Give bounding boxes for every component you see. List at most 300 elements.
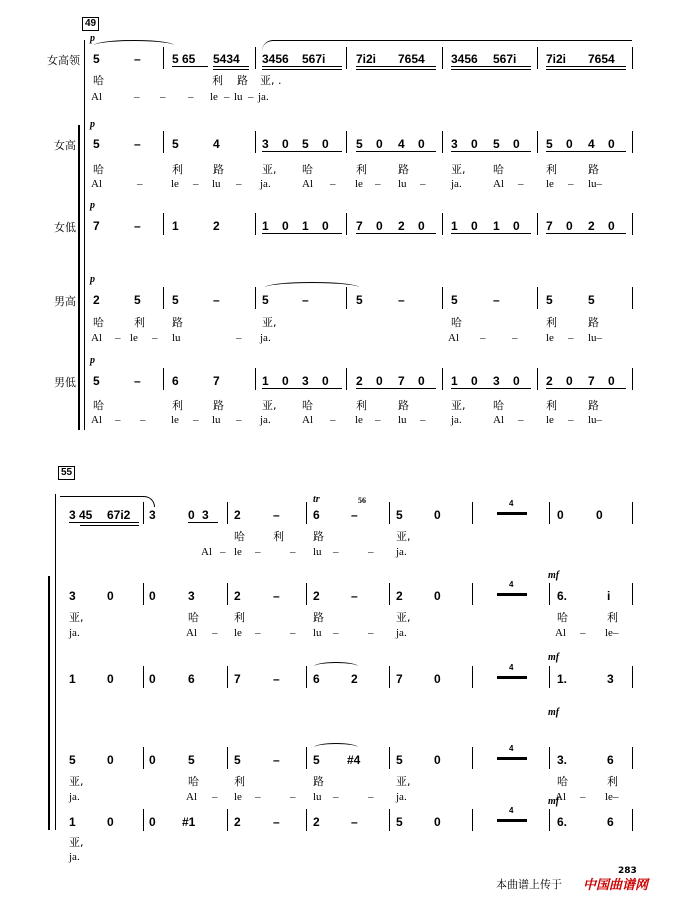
lyric-en: – bbox=[330, 414, 336, 426]
note: 5 bbox=[93, 137, 100, 151]
note: – bbox=[273, 589, 280, 603]
note: 5 bbox=[93, 52, 100, 66]
lyric-en: – bbox=[236, 332, 242, 344]
barline bbox=[632, 666, 633, 688]
beam bbox=[213, 66, 249, 67]
part-label-solo: 女高领 bbox=[47, 54, 80, 67]
lyric-en: le bbox=[546, 332, 554, 344]
lyric-cn: 利 bbox=[546, 316, 557, 329]
barline bbox=[143, 809, 144, 831]
note: 1 bbox=[69, 672, 76, 686]
lyric-en: – bbox=[568, 332, 574, 344]
beam bbox=[213, 69, 249, 70]
note: – bbox=[273, 753, 280, 767]
lyric-cn: 哈 bbox=[493, 399, 504, 412]
barline bbox=[632, 213, 633, 235]
beam bbox=[262, 233, 342, 234]
lyric-en: Al bbox=[186, 627, 197, 639]
note: 5 bbox=[93, 374, 100, 388]
lyric-cn: 利 bbox=[546, 163, 557, 176]
lyric-en: ja. bbox=[69, 851, 80, 863]
measure-number: 55 bbox=[58, 466, 75, 480]
beam bbox=[69, 522, 139, 523]
lyric-cn: 利 bbox=[234, 775, 245, 788]
note: #1 bbox=[182, 815, 196, 829]
note: – bbox=[351, 508, 358, 522]
lyric-en: – bbox=[290, 627, 296, 639]
lyric-en: le bbox=[355, 414, 363, 426]
lyric-en: – bbox=[518, 178, 524, 190]
note: 5 bbox=[396, 815, 403, 829]
note: 3456 bbox=[451, 52, 478, 66]
slur bbox=[262, 40, 632, 51]
rest-count: 4 bbox=[509, 580, 514, 589]
note: – bbox=[398, 293, 405, 307]
lyric-en: – bbox=[236, 414, 242, 426]
barline bbox=[632, 287, 633, 309]
barline bbox=[346, 131, 347, 153]
lyric-en: – bbox=[140, 414, 146, 426]
lyric-en: Al bbox=[555, 627, 566, 639]
note: – bbox=[273, 508, 280, 522]
lyric-en: le bbox=[171, 414, 179, 426]
barline bbox=[549, 583, 550, 605]
barline bbox=[442, 213, 443, 235]
beam bbox=[356, 69, 436, 70]
lyric-en: – bbox=[224, 91, 230, 103]
lyric-cn: 利 bbox=[356, 399, 367, 412]
note: 567i bbox=[493, 52, 517, 66]
barline bbox=[255, 47, 256, 69]
lyric-en: – bbox=[115, 332, 121, 344]
lyric-en: le bbox=[234, 791, 242, 803]
barline bbox=[472, 666, 473, 688]
note: 1 0 bbox=[302, 219, 329, 233]
barline bbox=[632, 502, 633, 524]
note: 5 65 bbox=[172, 52, 196, 66]
note: 0 bbox=[434, 672, 441, 686]
barline bbox=[143, 583, 144, 605]
note: 3 bbox=[188, 589, 195, 603]
lyric-cn: 哈 bbox=[493, 163, 504, 176]
barline bbox=[537, 131, 538, 153]
note: 7 0 bbox=[398, 374, 425, 388]
beam bbox=[172, 66, 208, 67]
barline bbox=[472, 583, 473, 605]
lyric-cn: 路 bbox=[313, 775, 324, 788]
barline bbox=[472, 502, 473, 524]
lyric-en: – bbox=[212, 627, 218, 639]
barline bbox=[472, 747, 473, 769]
note: 0 bbox=[434, 508, 441, 522]
note: 0 bbox=[434, 753, 441, 767]
barline bbox=[632, 747, 633, 769]
note: 5434 bbox=[213, 52, 240, 66]
lyric-en: ja. bbox=[69, 627, 80, 639]
lyric-cn: 亚, bbox=[69, 775, 84, 788]
multi-rest bbox=[497, 593, 527, 596]
note: 67i2 bbox=[107, 508, 131, 522]
note: 6 bbox=[188, 672, 195, 686]
beam bbox=[356, 151, 436, 152]
lyric-cn: 利 bbox=[212, 74, 223, 87]
note: 0 bbox=[149, 815, 156, 829]
lyric-en: – bbox=[512, 332, 518, 344]
beam bbox=[262, 69, 342, 70]
lyric-en: – bbox=[568, 414, 574, 426]
lyric-en: – bbox=[420, 414, 426, 426]
lyric-cn: 亚, bbox=[396, 530, 411, 543]
note: 5 bbox=[172, 293, 179, 307]
lyric-en: – bbox=[248, 91, 254, 103]
barline bbox=[389, 809, 390, 831]
lyric-en: le bbox=[130, 332, 138, 344]
barline bbox=[255, 368, 256, 390]
lyric-en: ja. bbox=[69, 791, 80, 803]
note: 7 0 bbox=[546, 219, 573, 233]
lyric-cn: 利 bbox=[172, 163, 183, 176]
barline bbox=[549, 666, 550, 688]
part-label-soprano: 女高 bbox=[54, 139, 76, 152]
lyric-cn: 哈 bbox=[93, 163, 104, 176]
beam bbox=[451, 388, 531, 389]
note: 3 0 bbox=[451, 137, 478, 151]
lyric-en: le bbox=[210, 91, 218, 103]
barline bbox=[632, 809, 633, 831]
part-label-tenor: 男高 bbox=[54, 295, 76, 308]
barline bbox=[549, 809, 550, 831]
note: 0 bbox=[107, 815, 114, 829]
lyric-en: Al bbox=[448, 332, 459, 344]
rest-count: 4 bbox=[509, 806, 514, 815]
lyric-en: lu– bbox=[588, 414, 603, 426]
note: 4 0 bbox=[398, 137, 425, 151]
lyric-cn: 利 bbox=[356, 163, 367, 176]
lyric-en: le bbox=[355, 178, 363, 190]
note: 7i2i bbox=[546, 52, 567, 66]
note: 5 bbox=[188, 753, 195, 767]
lyric-cn: 哈 bbox=[234, 530, 245, 543]
note: 3 bbox=[149, 508, 156, 522]
beam bbox=[546, 151, 626, 152]
note: 5 0 bbox=[546, 137, 573, 151]
note: 6 bbox=[313, 672, 320, 686]
note: 3 bbox=[69, 589, 76, 603]
barline bbox=[346, 213, 347, 235]
rest-count: 4 bbox=[509, 499, 514, 508]
note: 0 bbox=[149, 589, 156, 603]
lyric-en: ja. bbox=[396, 627, 407, 639]
lyric-cn: 亚, bbox=[262, 316, 277, 329]
lyric-en: – bbox=[580, 791, 586, 803]
system-bracket bbox=[48, 576, 54, 830]
note: 5 bbox=[134, 293, 141, 307]
lyric-en: – bbox=[236, 178, 242, 190]
note: 5 0 bbox=[356, 137, 383, 151]
note: 567i bbox=[302, 52, 326, 66]
beam bbox=[451, 233, 531, 234]
lyric-en: Al bbox=[302, 414, 313, 426]
barline bbox=[255, 287, 256, 309]
beam bbox=[262, 151, 342, 152]
lyric-en: lu bbox=[398, 178, 407, 190]
note: 2 bbox=[234, 815, 241, 829]
note: 3 0 bbox=[262, 137, 289, 151]
lyric-en: – bbox=[330, 178, 336, 190]
barline bbox=[537, 368, 538, 390]
note: 6 bbox=[172, 374, 179, 388]
note: 1 0 bbox=[451, 219, 478, 233]
note: 0 bbox=[149, 753, 156, 767]
measure-number: 49 bbox=[82, 17, 99, 31]
system-line bbox=[84, 40, 85, 430]
note: 1 0 bbox=[262, 219, 289, 233]
lyric-en: Al bbox=[91, 414, 102, 426]
multi-rest bbox=[497, 757, 527, 760]
lyric-cn: 哈 bbox=[188, 775, 199, 788]
lyric-en: – bbox=[160, 91, 166, 103]
lyric-en: ja. bbox=[260, 332, 271, 344]
note: 5 bbox=[172, 137, 179, 151]
barline bbox=[306, 583, 307, 605]
lyric-en: – bbox=[134, 91, 140, 103]
lyric-cn: 利 bbox=[172, 399, 183, 412]
lyric-cn: 路 bbox=[588, 399, 599, 412]
note: 0 3 bbox=[188, 508, 209, 522]
beam bbox=[546, 69, 626, 70]
note: 2 bbox=[351, 672, 358, 686]
lyric-cn: 亚, . bbox=[260, 74, 282, 87]
note: 0 bbox=[107, 589, 114, 603]
dynamic-mark: p bbox=[90, 274, 95, 285]
lyric-cn: 路 bbox=[588, 163, 599, 176]
dynamic-mark: mf bbox=[548, 652, 560, 663]
lyric-en: – bbox=[333, 546, 339, 558]
lyric-cn: 路 bbox=[172, 316, 183, 329]
beam bbox=[356, 388, 436, 389]
lyric-en: – bbox=[137, 178, 143, 190]
barline bbox=[227, 502, 228, 524]
note: 1 bbox=[69, 815, 76, 829]
barline bbox=[442, 131, 443, 153]
lyric-cn: 利 bbox=[607, 611, 618, 624]
beam bbox=[356, 233, 436, 234]
note: – bbox=[302, 293, 309, 307]
lyric-en: Al bbox=[302, 178, 313, 190]
barline bbox=[227, 747, 228, 769]
lyric-cn: 哈 bbox=[557, 775, 568, 788]
lyric-en: ja. bbox=[260, 414, 271, 426]
lyric-cn: 哈 bbox=[93, 316, 104, 329]
multi-rest bbox=[497, 676, 527, 679]
barline bbox=[389, 747, 390, 769]
beam bbox=[546, 388, 626, 389]
lyric-en: le bbox=[234, 627, 242, 639]
site-logo[interactable]: 中国曲谱网 bbox=[583, 878, 649, 893]
note: 7i2i bbox=[356, 52, 377, 66]
dynamic-mark: mf bbox=[548, 796, 560, 807]
barline bbox=[389, 666, 390, 688]
note: 0 bbox=[434, 815, 441, 829]
lyric-en: – bbox=[568, 178, 574, 190]
lyric-en: – bbox=[290, 546, 296, 558]
note: 4 0 bbox=[588, 137, 615, 151]
lyric-cn: 利 bbox=[273, 530, 284, 543]
note: #4 bbox=[347, 753, 361, 767]
barline bbox=[255, 131, 256, 153]
slur bbox=[60, 496, 155, 507]
barline bbox=[632, 368, 633, 390]
barline bbox=[143, 747, 144, 769]
lyric-en: Al bbox=[186, 791, 197, 803]
note: – bbox=[134, 219, 141, 233]
lyric-cn: 亚, bbox=[396, 611, 411, 624]
dynamic-mark: mf bbox=[548, 570, 560, 581]
lyric-en: – bbox=[368, 791, 374, 803]
lyric-en: – bbox=[115, 414, 121, 426]
lyric-cn: 利 bbox=[607, 775, 618, 788]
note: 6. bbox=[557, 589, 568, 603]
lyric-cn: 路 bbox=[237, 74, 248, 87]
barline bbox=[163, 287, 164, 309]
note: – bbox=[493, 293, 500, 307]
lyric-en: – bbox=[420, 178, 426, 190]
note: 3. bbox=[557, 753, 568, 767]
lyric-cn: 亚, bbox=[262, 163, 277, 176]
note: – bbox=[273, 672, 280, 686]
lyric-cn: 利 bbox=[546, 399, 557, 412]
lyric-en: – bbox=[255, 791, 261, 803]
lyric-en: Al bbox=[91, 91, 102, 103]
lyric-cn: 哈 bbox=[557, 611, 568, 624]
note: – bbox=[351, 815, 358, 829]
note: 7 0 bbox=[588, 374, 615, 388]
note: 5 bbox=[234, 753, 241, 767]
barline bbox=[537, 287, 538, 309]
note: 6 bbox=[313, 508, 320, 522]
system-line bbox=[55, 494, 56, 830]
note: 7654 bbox=[588, 52, 615, 66]
lyric-en: – bbox=[152, 332, 158, 344]
barline bbox=[306, 809, 307, 831]
barline bbox=[389, 583, 390, 605]
lyric-en: Al bbox=[493, 414, 504, 426]
note: 5 bbox=[396, 753, 403, 767]
barline bbox=[389, 502, 390, 524]
note: 7 bbox=[234, 672, 241, 686]
lyric-cn: 亚, bbox=[396, 775, 411, 788]
lyric-en: – bbox=[368, 627, 374, 639]
dynamic-mark: p bbox=[90, 33, 95, 44]
tie bbox=[314, 743, 358, 752]
beam bbox=[546, 233, 626, 234]
footer-upload-text: 本曲谱上传于 bbox=[496, 878, 562, 891]
lyric-en: – bbox=[518, 414, 524, 426]
lyric-en: Al bbox=[555, 791, 566, 803]
barline bbox=[632, 47, 633, 69]
dynamic-mark: p bbox=[90, 119, 95, 130]
note: 2 bbox=[313, 589, 320, 603]
note: 5 bbox=[396, 508, 403, 522]
note: 2 bbox=[396, 589, 403, 603]
beam bbox=[451, 151, 531, 152]
lyric-en: lu bbox=[313, 546, 322, 558]
note: 5 bbox=[356, 293, 363, 307]
barline bbox=[227, 666, 228, 688]
note: i bbox=[607, 589, 611, 603]
note: 6 bbox=[607, 815, 614, 829]
barline bbox=[632, 131, 633, 153]
lyric-en: lu bbox=[172, 332, 181, 344]
note: 3 0 bbox=[493, 374, 520, 388]
note: 0 bbox=[107, 672, 114, 686]
lyric-cn: 路 bbox=[313, 530, 324, 543]
lyric-en: Al bbox=[91, 178, 102, 190]
lyric-cn: 路 bbox=[398, 399, 409, 412]
lyric-en: – bbox=[333, 627, 339, 639]
note: 7654 bbox=[398, 52, 425, 66]
lyric-cn: 路 bbox=[588, 316, 599, 329]
note: 1 0 bbox=[451, 374, 478, 388]
barline bbox=[163, 213, 164, 235]
lyric-cn: 哈 bbox=[302, 399, 313, 412]
note: 1 0 bbox=[262, 374, 289, 388]
note: 2 bbox=[234, 589, 241, 603]
beam bbox=[262, 388, 342, 389]
lyric-en: – bbox=[368, 546, 374, 558]
slur bbox=[94, 40, 174, 51]
note: 0 bbox=[434, 589, 441, 603]
barline bbox=[227, 583, 228, 605]
lyric-en: Al bbox=[493, 178, 504, 190]
barline bbox=[306, 747, 307, 769]
lyric-en: – bbox=[220, 546, 226, 558]
barline bbox=[306, 666, 307, 688]
note: 0 bbox=[557, 508, 564, 522]
note: 6 bbox=[607, 753, 614, 767]
beam bbox=[451, 69, 531, 70]
lyric-en: ja. bbox=[451, 178, 462, 190]
lyric-en: – bbox=[375, 178, 381, 190]
lyric-en: lu bbox=[212, 414, 221, 426]
lyric-cn: 哈 bbox=[188, 611, 199, 624]
dynamic-mark: mf bbox=[548, 707, 560, 718]
note: 5 bbox=[313, 753, 320, 767]
note: 6. bbox=[557, 815, 568, 829]
lyric-en: ja. bbox=[260, 178, 271, 190]
part-label-alto: 女低 bbox=[54, 221, 76, 234]
rest-count: 4 bbox=[509, 663, 514, 672]
page-number: 283 bbox=[618, 866, 637, 876]
multi-rest bbox=[497, 819, 527, 822]
lyric-cn: 路 bbox=[213, 399, 224, 412]
note: 7 bbox=[213, 374, 220, 388]
note: 0 bbox=[149, 672, 156, 686]
note: 2 bbox=[213, 219, 220, 233]
lyric-cn: 亚, bbox=[69, 611, 84, 624]
lyric-en: Al bbox=[201, 546, 212, 558]
note: 5 0 bbox=[302, 137, 329, 151]
note: 1 bbox=[172, 219, 179, 233]
beam bbox=[262, 66, 342, 67]
lyric-en: le bbox=[546, 414, 554, 426]
note: 1. bbox=[557, 672, 568, 686]
note: – bbox=[134, 137, 141, 151]
lyric-en: – bbox=[255, 627, 261, 639]
beam bbox=[546, 66, 626, 67]
lyric-en: lu– bbox=[588, 332, 603, 344]
tie bbox=[265, 282, 359, 293]
